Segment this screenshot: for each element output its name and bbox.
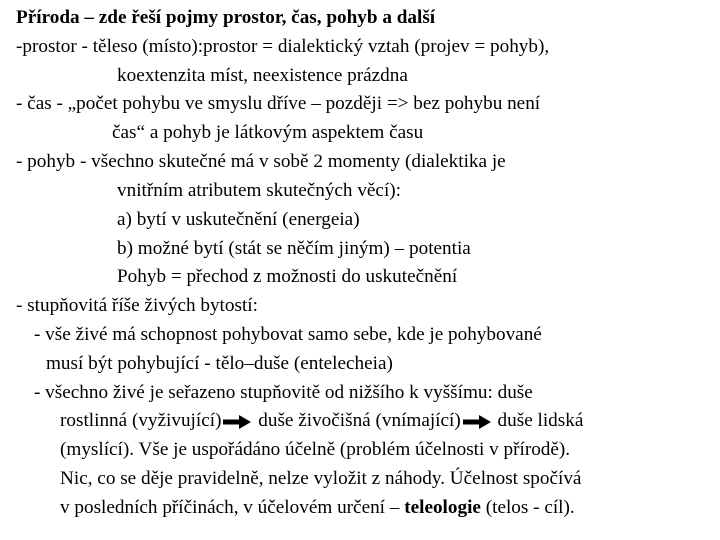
arrow-right-icon [223,415,251,429]
line-nahoda: Nic, co se děje pravidelně, nelze vyložit z náhody. Účelnost spočívá [60,468,582,489]
duse-lidska: duše lidská [492,410,584,431]
line-prostor-cont: koextenzita míst, neexistence prázdna [117,65,408,86]
teleologie-term: teleologie [404,497,481,518]
line-pohyb: - pohyb - všechno skutečné má v sobě 2 momenty (dialektika je [16,151,506,172]
line-duse [60,409,583,433]
duse-zivocisna: duše živočišná (vnímající) [253,410,461,431]
line-usporadani: (myslící). Vše je uspořádáno účelně (problém účelnosti v přírodě). [60,439,571,460]
line-pohyb-cont: vnitřním atributem skutečných věcí): [117,180,401,201]
line-pohyb-a: a) bytí v uskutečnění (energeia) [117,209,360,230]
line-cas: - čas - „počet pohybu ve smyslu dříve – později => bez pohybu není [16,93,541,114]
line-cas-cont: čas“ a pohyb je látkovým aspektem času [112,122,424,143]
line-pohyb-definice: Pohyb = přechod z možnosti do uskutečnění [117,266,458,287]
line-prostor: -prostor - těleso (místo):prostor = dialektický vztah (projev = pohyb), [16,36,550,57]
line-zive: - vše živé má schopnost pohybovat samo sebe, kde je pohybované [34,324,542,345]
arrow-right-icon [463,415,491,429]
line-teleologie [60,496,575,520]
line-rise: - stupňovitá říše živých bytostí: [16,295,258,316]
teleologie-text: v posledních příčinách, v účelovém určení – [60,497,405,518]
duse-rostlinna: rostlinná (vyživující) [60,410,222,431]
line-pohyb-b: b) možné bytí (stát se něčím jiným) – potentia [117,238,471,259]
line-stupne: - všechno živé je seřazeno stupňovitě od nižšího k vyššímu: duše [34,382,533,403]
slide-title: Příroda – zde řeší pojmy prostor, čas, pohyb a další [16,7,436,28]
line-zive-cont: musí být pohybující - tělo–duše (entelecheia) [46,353,393,374]
teleologie-end: (telos - cíl). [480,497,575,518]
